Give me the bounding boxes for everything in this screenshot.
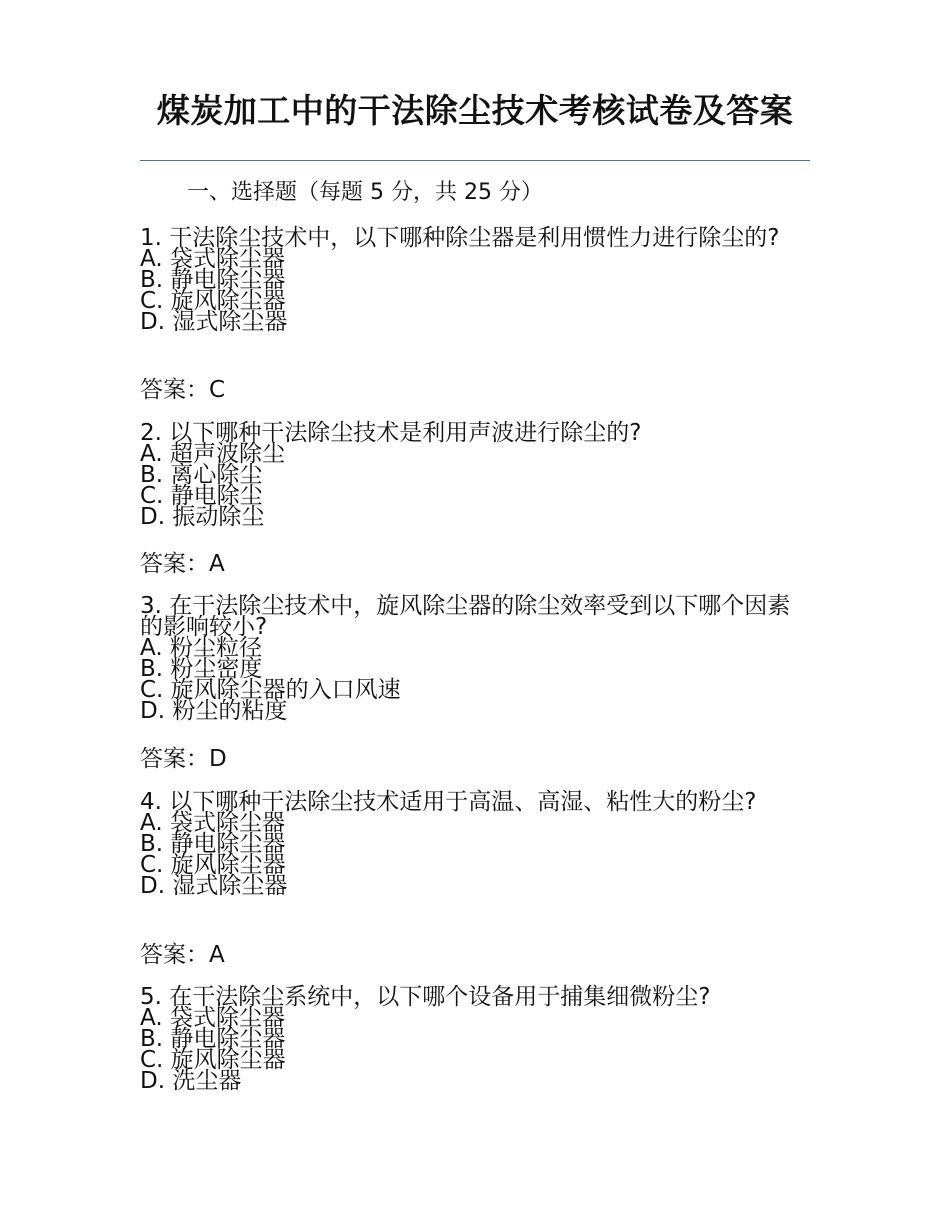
option-d: D. 粉尘的粘度 bbox=[140, 698, 288, 724]
option-d: D. 洗尘器 bbox=[140, 1068, 242, 1094]
option-d: D. 湿式除尘器 bbox=[140, 873, 288, 899]
option-b: B. 静电除尘器 bbox=[140, 831, 286, 857]
answer-1: 答案：C bbox=[140, 377, 226, 403]
answer-2: 答案：A bbox=[140, 551, 225, 577]
question-text: 5. 在干法除尘系统中，以下哪个设备用于捕集细微粉尘? bbox=[140, 984, 711, 1010]
section-heading: 一、选择题（每题 5 分，共 25 分） bbox=[187, 180, 543, 205]
answer-3: 答案：D bbox=[140, 746, 227, 772]
option-c: C. 旋风除尘器的入口风速 bbox=[140, 677, 401, 703]
question-text: 1. 干法除尘技术中，以下哪种除尘器是利用惯性力进行除尘的? bbox=[140, 225, 780, 251]
option-b: B. 离心除尘 bbox=[140, 462, 263, 488]
option-a: A. 袋式除尘器 bbox=[140, 1005, 285, 1031]
option-b: B. 静电除尘器 bbox=[140, 267, 286, 293]
title-underline bbox=[140, 160, 810, 161]
option-d: D. 湿式除尘器 bbox=[140, 309, 288, 335]
question-4 bbox=[140, 789, 800, 899]
question-2 bbox=[140, 420, 800, 530]
answer-4: 答案：A bbox=[140, 942, 225, 968]
question-text: 2. 以下哪种干法除尘技术是利用声波进行除尘的? bbox=[140, 420, 642, 446]
option-b: B. 静电除尘器 bbox=[140, 1026, 286, 1052]
option-d: D. 振动除尘 bbox=[140, 504, 265, 530]
option-b: B. 粉尘密度 bbox=[140, 656, 263, 682]
option-c: C. 旋风除尘器 bbox=[140, 852, 286, 878]
question-3 bbox=[140, 593, 800, 724]
document-title: 煤炭加工中的干法除尘技术考核试卷及答案 bbox=[156, 91, 794, 130]
option-a: A. 袋式除尘器 bbox=[140, 246, 285, 272]
option-c: C. 静电除尘 bbox=[140, 483, 263, 509]
option-a: A. 粉尘粒径 bbox=[140, 635, 262, 661]
option-a: A. 超声波除尘 bbox=[140, 441, 285, 467]
option-c: C. 旋风除尘器 bbox=[140, 1047, 286, 1073]
question-1 bbox=[140, 225, 800, 335]
question-text: 4. 以下哪种干法除尘技术适用于高温、高湿、粘性大的粉尘? bbox=[140, 789, 757, 815]
question-text: 3. 在干法除尘技术中，旋风除尘器的除尘效率受到以下哪个因素的影响较小? bbox=[140, 593, 791, 640]
option-a: A. 袋式除尘器 bbox=[140, 810, 285, 836]
option-c: C. 旋风除尘器 bbox=[140, 288, 286, 314]
question-5 bbox=[140, 984, 800, 1094]
